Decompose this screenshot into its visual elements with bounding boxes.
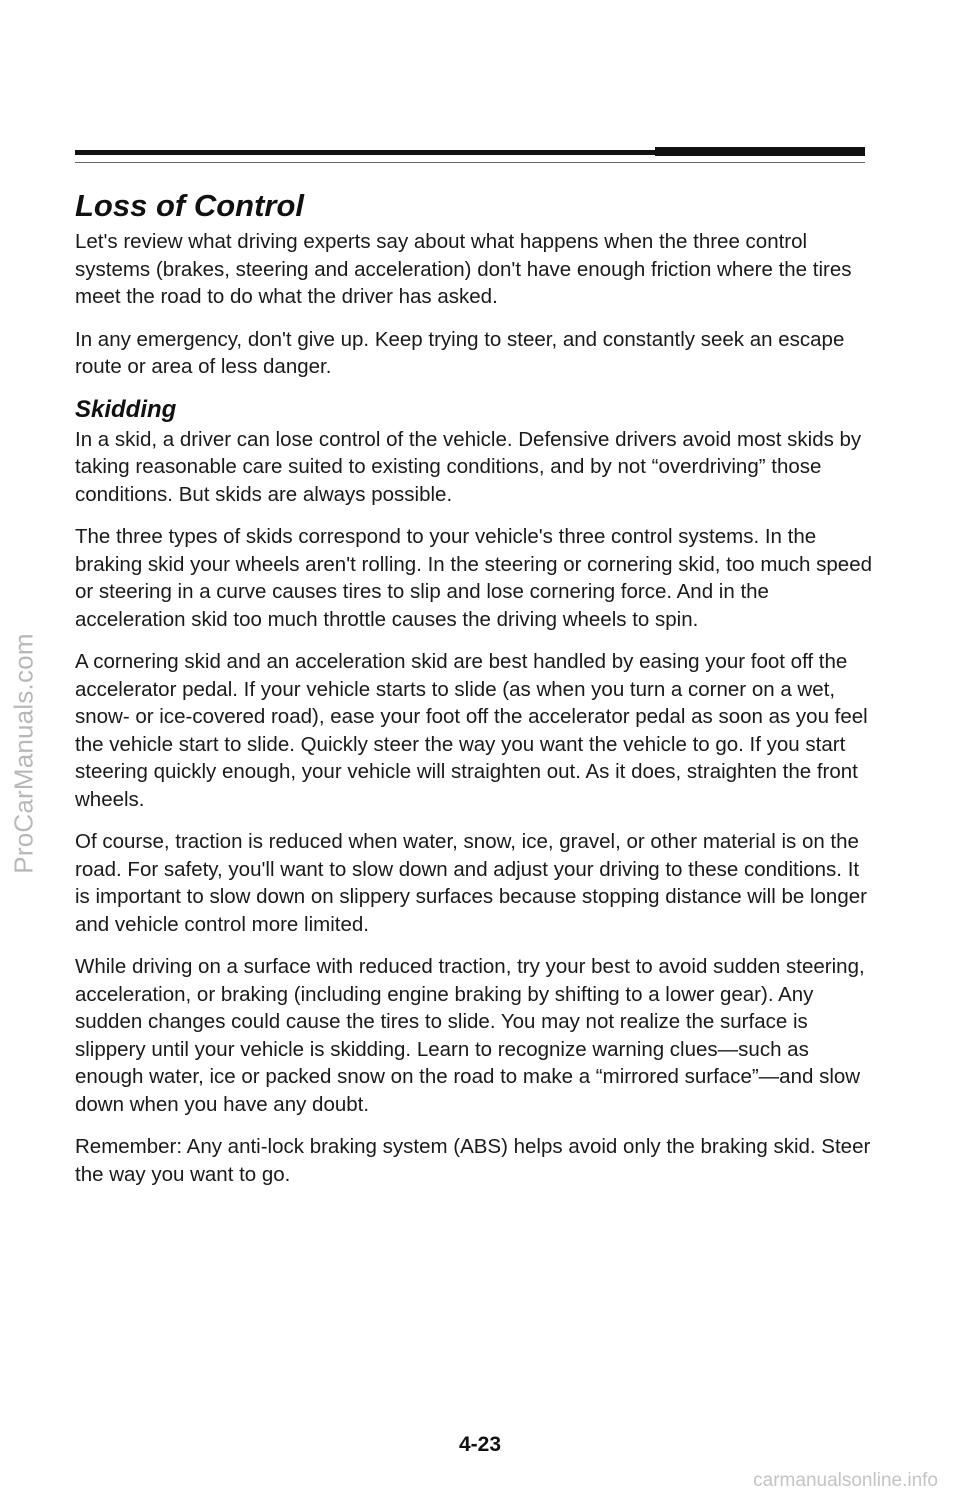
bottom-watermark: carmanualsonline.info xyxy=(753,1470,938,1491)
page-number: 4-23 xyxy=(458,1433,502,1456)
section-paragraph-1: Let's review what driving experts say about what happens when the three control systems (brakes, steering and acceleration) don't have enough friction where the tires meet the road to do what the driver has asked. xyxy=(75,230,852,308)
section-paragraph-2: In any emergency, don't give up. Keep trying to steer, and constantly seek an escape route or area of less danger. xyxy=(75,327,845,378)
subsection-paragraph-5: While driving on a surface with reduced traction, try your best to avoid sudden steering, acceleration, or braking (including engine braking by shifting to a lower gear). Any sudden changes could cause the tires to slide. You may not realize the surface is slippery until your vehicle is skidding. Learn to recognize warning clues—such as enough water, ice or packed snow on the road to make a “mirrored surface”—and slow down when you have any doubt. xyxy=(75,955,865,1116)
subsection-title: Skidding xyxy=(75,395,177,423)
side-watermark xyxy=(0,0,48,1506)
top-heavy-rule xyxy=(75,150,865,155)
subsection-paragraph-2: The three types of skids correspond to your vehicle's three control systems. In the braking skid your wheels aren't rolling. In the steering or cornering skid, too much speed or steering in a curve causes tires to slip and lose cornering force. And in the acceleration skid too much throttle causes the driving wheels to spin. xyxy=(75,525,872,631)
page-content xyxy=(75,188,875,1203)
subsection-paragraph-6: Remember: Any anti-lock braking system (ABS) helps avoid only the braking skid. Steer the way you want to go. xyxy=(75,1135,871,1186)
side-watermark-text: ProCarManuals.com xyxy=(8,632,39,874)
section-title: Loss of Control xyxy=(75,188,305,223)
top-thin-rule xyxy=(75,162,865,163)
subsection-paragraph-1: In a skid, a driver can lose control of the vehicle. Defensive drivers avoid most skids by taking reasonable care suited to existing conditions, and by not “overdriving” those conditions. But skids are always possible. xyxy=(75,427,862,506)
subsection-paragraph-4: Of course, traction is reduced when water, snow, ice, gravel, or other material is on the road. For safety, you'll want to slow down and adjust your driving to these conditions. It is important to slow down on slippery surfaces because stopping distance will be longer and vehicle control more limited. xyxy=(75,830,867,936)
subsection-paragraph-3: A cornering skid and an acceleration skid are best handled by easing your foot off the accelerator pedal. If your vehicle starts to slide (as when you turn a corner on a wet, snow- or ice-covered road), ease your foot off the accelerator pedal as soon as you feel the vehicle start to slide. Quickly steer the way you want the vehicle to go. If you start steering quickly enough, your vehicle will straighten out. As it does, straighten the front wheels. xyxy=(75,650,868,811)
